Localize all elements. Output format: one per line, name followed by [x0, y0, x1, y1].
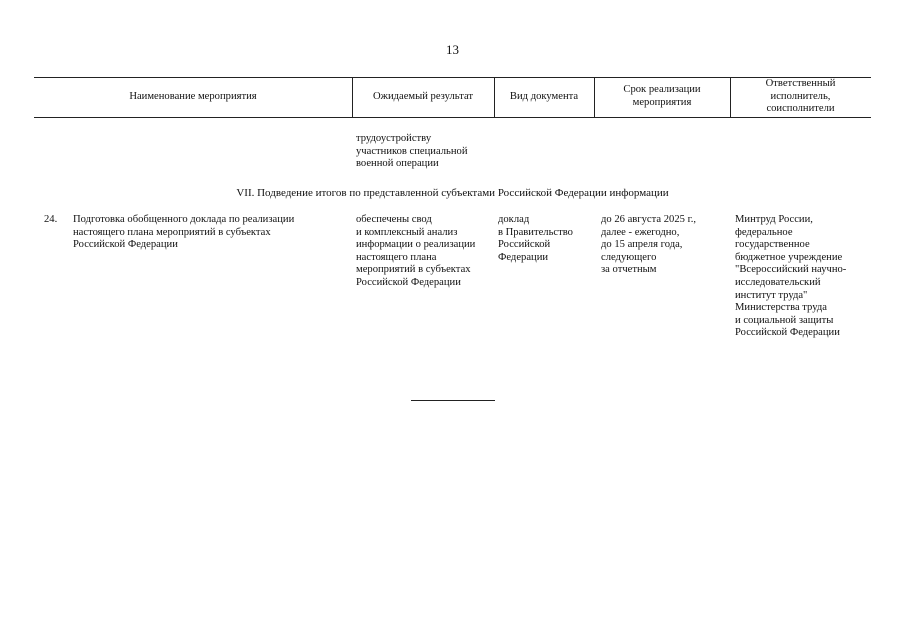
- header-executor-cell: [730, 77, 871, 117]
- header-bottom-rule: [34, 117, 871, 118]
- section-title: VII. Подведение итогов по представленной субъектами Российской Федерации информации: [236, 187, 669, 199]
- header-result: Ожидаемый результат: [372, 90, 474, 102]
- row-number: 24.: [44, 214, 58, 225]
- row-deadline: до 26 августа 2025 г., далее - ежегодно, до 15 апреля года, следующего за отчетным: [601, 214, 697, 276]
- page-number: 13: [446, 42, 459, 57]
- row-result: обеспечены свод и комплексный анализ информации о реализации настоящего плана мероприятий в субъектах Российской Федерации: [356, 214, 476, 288]
- header-deadline-cell: [594, 77, 730, 117]
- header-name-cell: [34, 77, 352, 117]
- header-doc-type-cell: [494, 77, 594, 117]
- header-deadline: Срок реализации мероприятия: [623, 84, 701, 108]
- row-doc-type: доклад в Правительство Российской Федерации: [498, 214, 573, 263]
- header-executor: Ответственный исполнитель, соисполнители: [765, 78, 836, 115]
- closing-rule: [411, 400, 495, 401]
- row-executor: Минтруд России, федеральное государственное бюджетное учреждение "Всероссийский научно- исследовательский институт труда" Министерства труда и социальной защиты Российской Федерации: [735, 214, 847, 339]
- header-name: Наименование мероприятия: [129, 90, 257, 102]
- continuation-result: трудоустройству участников специальной военной операции: [356, 133, 468, 170]
- header-result-cell: [352, 77, 494, 117]
- row-name: Подготовка обобщенного доклада по реализации настоящего плана мероприятий в субъектах Российской Федерации: [73, 214, 295, 251]
- header-doc-type: Вид документа: [509, 90, 579, 102]
